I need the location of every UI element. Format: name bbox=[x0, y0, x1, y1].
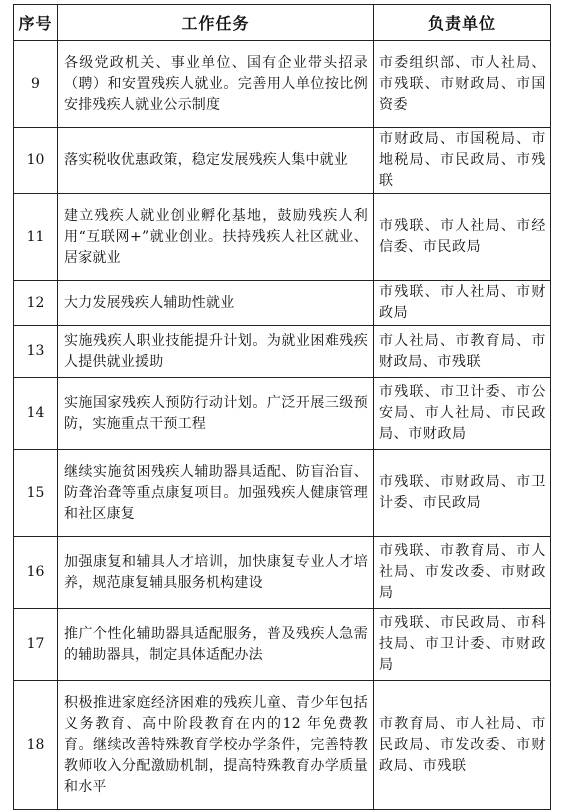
row-num: 12 bbox=[14, 281, 58, 326]
row-task: 积极推进家庭经济困难的残疾儿童、青少年包括义务教育、高中阶段教育在内的12 年免费教育。继续改善特殊教育学校办学条件，完善特教教师收入分配激励机制，提高特殊教育办学质量和水平 bbox=[58, 681, 374, 810]
row-unit: 市委组织部、市人社局、市残联、市财政局、市国资委 bbox=[374, 41, 551, 128]
header-unit: 负责单位 bbox=[374, 5, 551, 41]
table-row bbox=[14, 41, 551, 128]
table-row bbox=[14, 609, 551, 681]
row-unit: 市人社局、市教育局、市财政局、市残联 bbox=[374, 326, 551, 378]
table-row bbox=[14, 128, 551, 194]
table-header-row bbox=[14, 5, 551, 41]
row-unit: 市残联、市人社局、市经信委、市民政局 bbox=[374, 194, 551, 281]
table-row bbox=[14, 281, 551, 326]
row-num: 11 bbox=[14, 194, 58, 281]
row-unit: 市残联、市教育局、市人社局、市发改委、市财政局 bbox=[374, 537, 551, 609]
table-row bbox=[14, 450, 551, 537]
row-task: 实施国家残疾人预防行动计划。广泛开展三级预防，实施重点干预工程 bbox=[58, 378, 374, 450]
row-num: 10 bbox=[14, 128, 58, 194]
row-num: 17 bbox=[14, 609, 58, 681]
row-unit: 市残联、市民政局、市科技局、市卫计委、市财政局 bbox=[374, 609, 551, 681]
header-task: 工作任务 bbox=[58, 5, 374, 41]
row-unit: 市残联、市卫计委、市公安局、市人社局、市民政局、市财政局 bbox=[374, 378, 551, 450]
row-task: 各级党政机关、事业单位、国有企业带头招录（聘）和安置残疾人就业。完善用人单位按比例安排残疾人就业公示制度 bbox=[58, 41, 374, 128]
row-task: 建立残疾人就业创业孵化基地，鼓励残疾人利用“互联网+”就业创业。扶持残疾人社区就业、居家就业 bbox=[58, 194, 374, 281]
row-task: 加强康复和辅具人才培训，加快康复专业人才培养，规范康复辅具服务机构建设 bbox=[58, 537, 374, 609]
table-row bbox=[14, 537, 551, 609]
row-unit: 市教育局、市人社局、市民政局、市发改委、市财政局、市残联 bbox=[374, 681, 551, 810]
row-task: 落实税收优惠政策，稳定发展残疾人集中就业 bbox=[58, 128, 374, 194]
table-row bbox=[14, 194, 551, 281]
table-row bbox=[14, 378, 551, 450]
header-num: 序号 bbox=[14, 5, 58, 41]
row-task: 推广个性化辅助器具适配服务，普及残疾人急需的辅助器具，制定具体适配办法 bbox=[58, 609, 374, 681]
row-num: 15 bbox=[14, 450, 58, 537]
row-unit: 市残联、市财政局、市卫计委、市民政局 bbox=[374, 450, 551, 537]
row-num: 13 bbox=[14, 326, 58, 378]
table-row bbox=[14, 681, 551, 810]
row-num: 18 bbox=[14, 681, 58, 810]
row-task: 继续实施贫困残疾人辅助器具适配、防盲治盲、防聋治聋等重点康复项目。加强残疾人健康管理和社区康复 bbox=[58, 450, 374, 537]
row-num: 14 bbox=[14, 378, 58, 450]
row-task: 实施残疾人职业技能提升计划。为就业困难残疾人提供就业援助 bbox=[58, 326, 374, 378]
row-num: 9 bbox=[14, 41, 58, 128]
row-unit: 市残联、市人社局、市财政局 bbox=[374, 281, 551, 326]
table-row bbox=[14, 326, 551, 378]
task-table bbox=[13, 4, 551, 810]
row-num: 16 bbox=[14, 537, 58, 609]
row-unit: 市财政局、市国税局、市地税局、市民政局、市残联 bbox=[374, 128, 551, 194]
row-task: 大力发展残疾人辅助性就业 bbox=[58, 281, 374, 326]
